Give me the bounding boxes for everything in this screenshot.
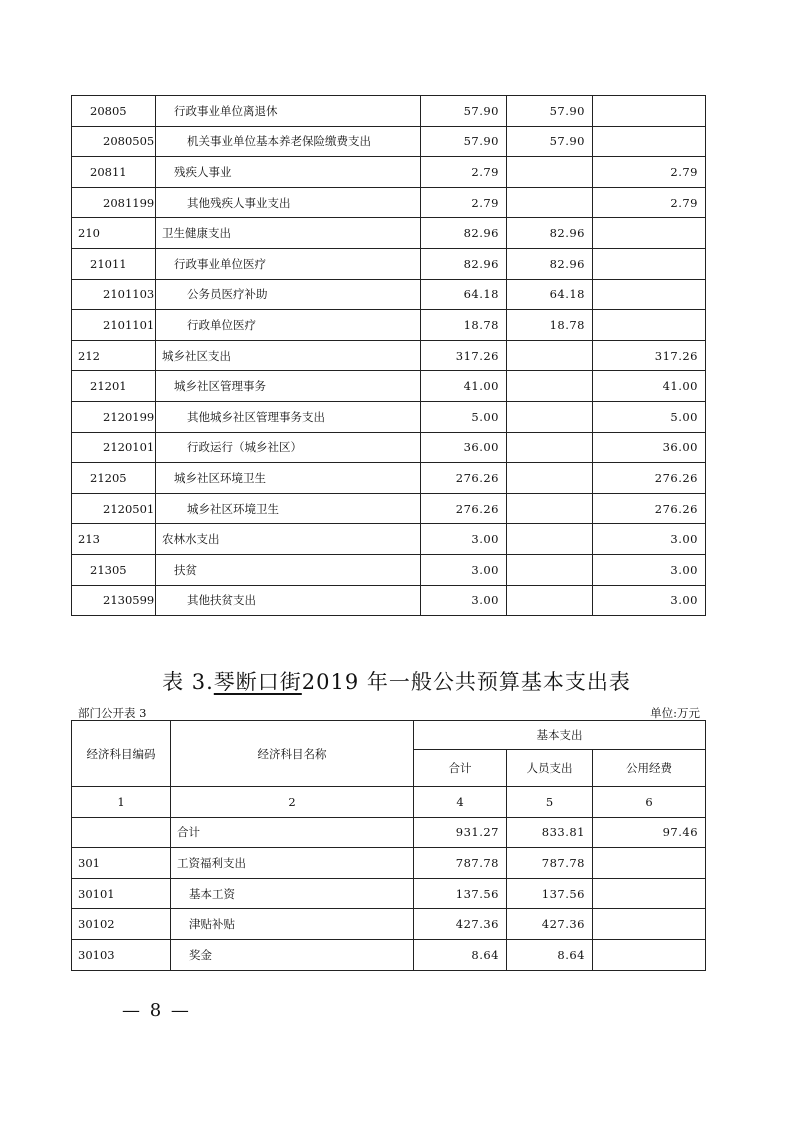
total-cell: 317.26 bbox=[421, 340, 507, 371]
public-cell bbox=[593, 248, 706, 279]
public-cell: 276.26 bbox=[593, 463, 706, 494]
unit-label: 单位:万元 bbox=[650, 706, 700, 720]
personnel-cell: 8.64 bbox=[507, 939, 593, 970]
total-cell: 137.56 bbox=[414, 878, 507, 909]
name-cell: 基本工资 bbox=[171, 878, 414, 909]
code-cell: 2120501 bbox=[72, 493, 156, 524]
table-row bbox=[72, 371, 706, 402]
personnel-cell: 82.96 bbox=[507, 248, 593, 279]
basic-expenditure-table-body bbox=[72, 817, 706, 970]
total-cell: 787.78 bbox=[414, 848, 507, 879]
name-cell: 残疾人事业 bbox=[156, 157, 421, 188]
section-title-prefix: 表 3. bbox=[162, 670, 214, 694]
section-title bbox=[0, 666, 793, 696]
table-row bbox=[72, 279, 706, 310]
total-cell: 8.64 bbox=[414, 939, 507, 970]
name-cell: 行政事业单位医疗 bbox=[156, 248, 421, 279]
name-cell: 行政单位医疗 bbox=[156, 310, 421, 341]
header-name: 经济科目名称 bbox=[171, 721, 414, 787]
personnel-cell bbox=[507, 401, 593, 432]
total-cell: 276.26 bbox=[421, 463, 507, 494]
public-cell: 2.79 bbox=[593, 157, 706, 188]
index-public: 6 bbox=[593, 787, 706, 818]
code-cell: 2130599 bbox=[72, 585, 156, 616]
personnel-cell: 57.90 bbox=[507, 126, 593, 157]
name-cell: 扶贫 bbox=[156, 554, 421, 585]
public-cell bbox=[593, 878, 706, 909]
name-cell: 其他残疾人事业支出 bbox=[156, 187, 421, 218]
name-cell: 行政运行（城乡社区） bbox=[156, 432, 421, 463]
code-cell: 20811 bbox=[72, 157, 156, 188]
public-cell: 3.00 bbox=[593, 524, 706, 555]
personnel-cell: 427.36 bbox=[507, 909, 593, 940]
name-cell: 卫生健康支出 bbox=[156, 218, 421, 249]
personnel-cell bbox=[507, 463, 593, 494]
personnel-cell bbox=[507, 524, 593, 555]
header-total: 合计 bbox=[414, 750, 507, 787]
public-cell: 276.26 bbox=[593, 493, 706, 524]
total-cell: 57.90 bbox=[421, 126, 507, 157]
header-public: 公用经费 bbox=[593, 750, 706, 787]
personnel-cell bbox=[507, 585, 593, 616]
public-cell bbox=[593, 939, 706, 970]
code-cell: 212 bbox=[72, 340, 156, 371]
section-title-department: 琴断口街 bbox=[213, 670, 302, 694]
code-cell: 2120199 bbox=[72, 401, 156, 432]
public-cell: 36.00 bbox=[593, 432, 706, 463]
public-cell: 317.26 bbox=[593, 340, 706, 371]
public-cell bbox=[593, 126, 706, 157]
total-cell: 3.00 bbox=[421, 524, 507, 555]
table-row bbox=[72, 218, 706, 249]
table-code-label: 部门公开表 3 bbox=[78, 706, 147, 720]
index-personnel: 5 bbox=[507, 787, 593, 818]
name-cell: 合计 bbox=[171, 817, 414, 848]
table-row bbox=[72, 157, 706, 188]
table-row bbox=[72, 909, 706, 940]
table-row bbox=[72, 248, 706, 279]
index-name: 2 bbox=[171, 787, 414, 818]
total-cell: 427.36 bbox=[414, 909, 507, 940]
table-row bbox=[72, 126, 706, 157]
table-row bbox=[72, 310, 706, 341]
total-cell: 2.79 bbox=[421, 187, 507, 218]
personnel-cell bbox=[507, 432, 593, 463]
total-cell: 3.00 bbox=[421, 585, 507, 616]
personnel-cell bbox=[507, 371, 593, 402]
total-cell: 3.00 bbox=[421, 554, 507, 585]
table-row bbox=[72, 585, 706, 616]
header-group: 基本支出 bbox=[414, 721, 706, 750]
total-cell: 2.79 bbox=[421, 157, 507, 188]
public-cell bbox=[593, 279, 706, 310]
table-row bbox=[72, 939, 706, 970]
table-row bbox=[72, 878, 706, 909]
code-cell: 2080505 bbox=[72, 126, 156, 157]
basic-expenditure-table bbox=[71, 720, 706, 971]
public-cell: 2.79 bbox=[593, 187, 706, 218]
personnel-cell: 787.78 bbox=[507, 848, 593, 879]
personnel-cell bbox=[507, 187, 593, 218]
personnel-cell bbox=[507, 340, 593, 371]
personnel-cell bbox=[507, 157, 593, 188]
table-row bbox=[72, 848, 706, 879]
code-cell: 210 bbox=[72, 218, 156, 249]
table-row bbox=[72, 187, 706, 218]
header-code: 经济科目编码 bbox=[72, 721, 171, 787]
table-row bbox=[72, 493, 706, 524]
code-cell: 2081199 bbox=[72, 187, 156, 218]
total-cell: 931.27 bbox=[414, 817, 507, 848]
name-cell: 津贴补贴 bbox=[171, 909, 414, 940]
table-row bbox=[72, 401, 706, 432]
name-cell: 农林水支出 bbox=[156, 524, 421, 555]
name-cell: 机关事业单位基本养老保险缴费支出 bbox=[156, 126, 421, 157]
personnel-cell: 833.81 bbox=[507, 817, 593, 848]
index-total: 4 bbox=[414, 787, 507, 818]
personnel-cell bbox=[507, 554, 593, 585]
public-cell: 97.46 bbox=[593, 817, 706, 848]
name-cell: 奖金 bbox=[171, 939, 414, 970]
code-cell: 30102 bbox=[72, 909, 171, 940]
name-cell: 公务员医疗补助 bbox=[156, 279, 421, 310]
table-row bbox=[72, 524, 706, 555]
public-cell: 5.00 bbox=[593, 401, 706, 432]
total-cell: 82.96 bbox=[421, 248, 507, 279]
public-cell: 41.00 bbox=[593, 371, 706, 402]
code-cell: 301 bbox=[72, 848, 171, 879]
code-cell: 2101103 bbox=[72, 279, 156, 310]
public-cell bbox=[593, 96, 706, 127]
personnel-cell: 137.56 bbox=[507, 878, 593, 909]
code-cell: 30101 bbox=[72, 878, 171, 909]
code-cell: 30103 bbox=[72, 939, 171, 970]
code-cell: 21011 bbox=[72, 248, 156, 279]
name-cell: 工资福利支出 bbox=[171, 848, 414, 879]
name-cell: 城乡社区管理事务 bbox=[156, 371, 421, 402]
code-cell: 20805 bbox=[72, 96, 156, 127]
total-cell: 57.90 bbox=[421, 96, 507, 127]
table-row bbox=[72, 340, 706, 371]
public-cell: 3.00 bbox=[593, 554, 706, 585]
function-expenditure-table bbox=[71, 95, 706, 616]
public-cell bbox=[593, 848, 706, 879]
code-cell: 213 bbox=[72, 524, 156, 555]
name-cell: 其他城乡社区管理事务支出 bbox=[156, 401, 421, 432]
function-expenditure-table-body bbox=[72, 96, 706, 616]
page-number: — 8 — bbox=[122, 1000, 191, 1021]
personnel-cell bbox=[507, 493, 593, 524]
personnel-cell: 82.96 bbox=[507, 218, 593, 249]
personnel-cell: 18.78 bbox=[507, 310, 593, 341]
total-cell: 36.00 bbox=[421, 432, 507, 463]
table-row bbox=[72, 554, 706, 585]
table-row bbox=[72, 817, 706, 848]
code-cell: 2120101 bbox=[72, 432, 156, 463]
name-cell: 城乡社区支出 bbox=[156, 340, 421, 371]
total-cell: 276.26 bbox=[421, 493, 507, 524]
table-row bbox=[72, 432, 706, 463]
table-row bbox=[72, 463, 706, 494]
public-cell bbox=[593, 218, 706, 249]
total-cell: 41.00 bbox=[421, 371, 507, 402]
total-cell: 82.96 bbox=[421, 218, 507, 249]
name-cell: 城乡社区环境卫生 bbox=[156, 463, 421, 494]
code-cell: 21305 bbox=[72, 554, 156, 585]
code-cell: 21201 bbox=[72, 371, 156, 402]
code-cell: 2101101 bbox=[72, 310, 156, 341]
total-cell: 18.78 bbox=[421, 310, 507, 341]
personnel-cell: 64.18 bbox=[507, 279, 593, 310]
public-cell bbox=[593, 909, 706, 940]
table-row bbox=[72, 96, 706, 127]
public-cell bbox=[593, 310, 706, 341]
personnel-cell: 57.90 bbox=[507, 96, 593, 127]
name-cell: 行政事业单位离退休 bbox=[156, 96, 421, 127]
total-cell: 5.00 bbox=[421, 401, 507, 432]
header-personnel: 人员支出 bbox=[507, 750, 593, 787]
public-cell: 3.00 bbox=[593, 585, 706, 616]
code-cell: 21205 bbox=[72, 463, 156, 494]
section-title-suffix: 2019 年一般公共预算基本支出表 bbox=[301, 670, 631, 694]
code-cell bbox=[72, 817, 171, 848]
name-cell: 其他扶贫支出 bbox=[156, 585, 421, 616]
name-cell: 城乡社区环境卫生 bbox=[156, 493, 421, 524]
index-code: 1 bbox=[72, 787, 171, 818]
total-cell: 64.18 bbox=[421, 279, 507, 310]
